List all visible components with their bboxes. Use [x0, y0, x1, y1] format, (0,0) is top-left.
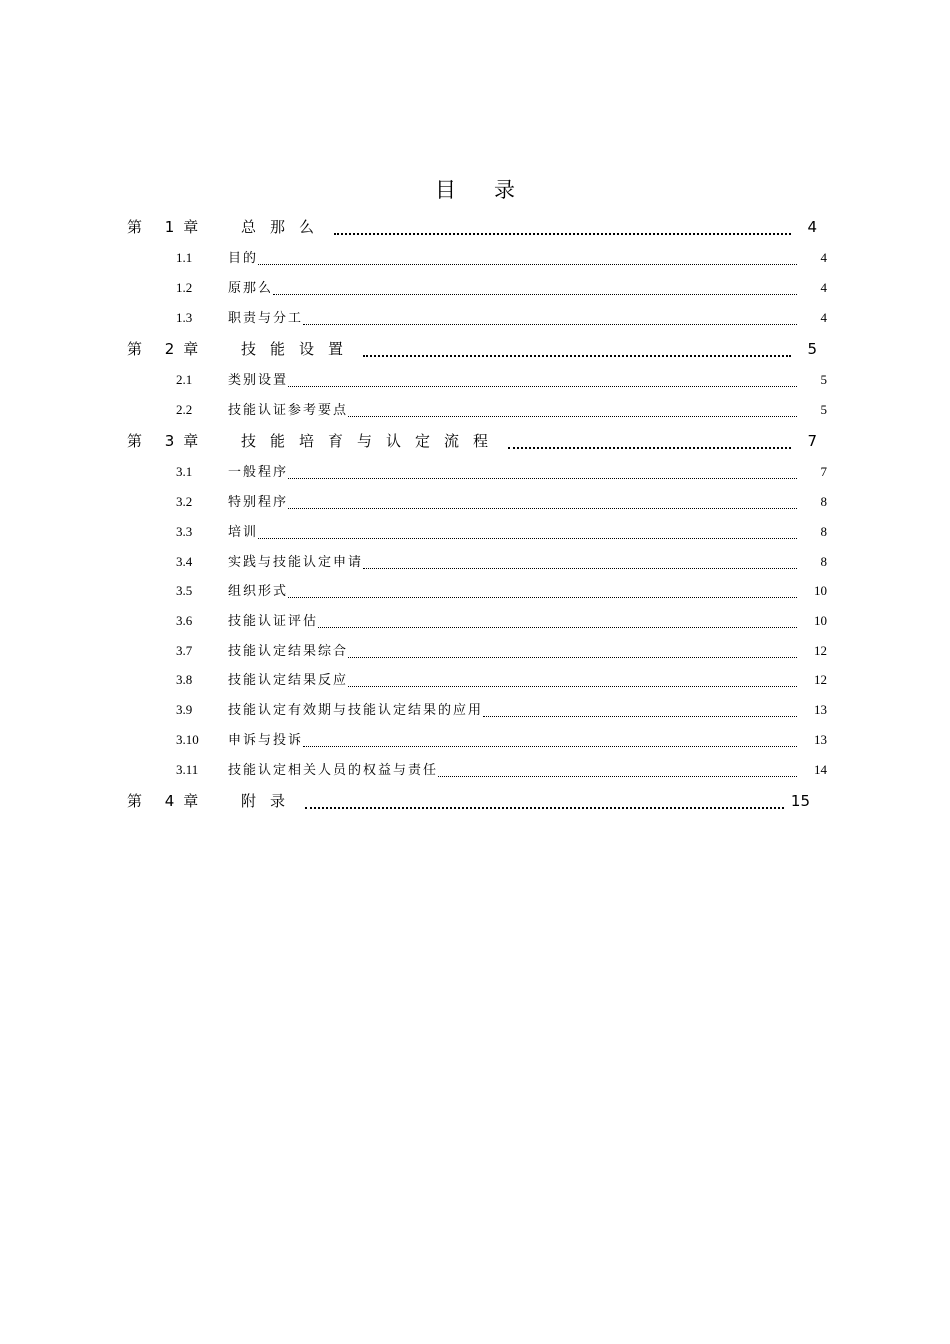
entry-title: 技能认定结果反应 — [228, 673, 349, 688]
toc-section-entry[interactable] — [176, 521, 827, 541]
page-number: 13 — [814, 732, 827, 747]
toc-section-entry[interactable] — [176, 729, 827, 749]
toc-chapter-entry[interactable] — [127, 338, 817, 360]
entry-title: 职责与分工 — [228, 311, 304, 326]
toc-section-entry[interactable] — [176, 277, 827, 297]
section-number: 3.3 — [176, 524, 193, 539]
section-number: 3.8 — [176, 672, 193, 687]
entry-title: 技能培育与认定流程 — [241, 432, 503, 450]
toc-chapter-entry[interactable] — [127, 430, 817, 452]
dot-leader — [348, 647, 797, 658]
dot-leader — [348, 406, 797, 417]
section-number: 2.1 — [176, 372, 193, 387]
toc-section-entry[interactable] — [176, 491, 827, 511]
page-number: 4 — [820, 310, 827, 325]
dot-leader — [303, 314, 797, 325]
page-number: 12 — [814, 643, 827, 658]
page-number: 10 — [814, 613, 827, 628]
dot-leader — [303, 736, 797, 747]
entry-title: 一般程序 — [228, 465, 289, 480]
page-number: 10 — [814, 583, 827, 598]
page-number: 4 — [820, 250, 827, 265]
dot-leader — [363, 558, 797, 569]
entry-title: 类别设置 — [228, 373, 289, 388]
dot-leader — [318, 617, 797, 628]
page-number: 15 — [790, 792, 810, 810]
chapter-number: 第 1章 — [127, 218, 208, 236]
toc-chapter-entry[interactable] — [127, 790, 810, 812]
entry-title: 技能认定结果综合 — [228, 644, 349, 659]
section-number: 3.11 — [176, 762, 199, 777]
entry-title: 目的 — [228, 251, 259, 266]
toc-section-entry[interactable] — [176, 369, 827, 389]
entry-title: 技能认定相关人员的权益与责任 — [228, 763, 439, 778]
page-number: 5 — [820, 402, 827, 417]
toc-section-entry[interactable] — [176, 580, 827, 600]
toc-section-entry[interactable] — [176, 461, 827, 481]
section-number: 1.2 — [176, 280, 193, 295]
toc-section-entry[interactable] — [176, 551, 827, 571]
toc-title: 目录 — [435, 178, 553, 202]
toc-section-entry[interactable] — [176, 610, 827, 630]
section-number: 3.5 — [176, 583, 193, 598]
entry-title: 特别程序 — [228, 495, 289, 510]
section-number: 3.4 — [176, 554, 193, 569]
entry-title: 技能认定有效期与技能认定结果的应用 — [228, 703, 484, 718]
page-number: 12 — [814, 672, 827, 687]
toc-chapter-entry[interactable] — [127, 216, 817, 238]
page-number: 4 — [820, 280, 827, 295]
entry-title: 总那么 — [241, 218, 329, 236]
dot-leader — [258, 254, 797, 265]
section-number: 2.2 — [176, 402, 193, 417]
toc-section-entry[interactable] — [176, 307, 827, 327]
page-number: 8 — [820, 524, 827, 539]
section-number: 3.9 — [176, 702, 193, 717]
toc-section-entry[interactable] — [176, 669, 827, 689]
entry-title: 技能认证参考要点 — [228, 403, 349, 418]
toc-section-entry[interactable] — [176, 640, 827, 660]
dot-leader — [258, 528, 797, 539]
chapter-number: 第 3章 — [127, 432, 208, 450]
toc-section-entry[interactable] — [176, 399, 827, 419]
toc-section-entry[interactable] — [176, 759, 827, 779]
dot-leader — [348, 676, 797, 687]
section-number: 3.10 — [176, 732, 199, 747]
dot-leader — [508, 437, 791, 449]
section-number: 3.2 — [176, 494, 193, 509]
section-number: 3.1 — [176, 464, 193, 479]
toc-section-entry[interactable] — [176, 247, 827, 267]
entry-title: 实践与技能认定申请 — [228, 555, 364, 570]
section-number: 3.7 — [176, 643, 193, 658]
dot-leader — [334, 223, 791, 235]
chapter-number: 第 2章 — [127, 340, 208, 358]
section-number: 1.1 — [176, 250, 193, 265]
dot-leader — [273, 284, 797, 295]
page-number: 8 — [820, 494, 827, 509]
page-number: 13 — [814, 702, 827, 717]
dot-leader — [288, 498, 797, 509]
dot-leader — [483, 706, 797, 717]
section-number: 3.6 — [176, 613, 193, 628]
page-number: 7 — [820, 464, 827, 479]
dot-leader — [288, 587, 797, 598]
page-number: 8 — [820, 554, 827, 569]
dot-leader — [438, 766, 797, 777]
entry-title: 技能设置 — [241, 340, 358, 358]
page-number: 5 — [820, 372, 827, 387]
entry-title: 附录 — [241, 792, 300, 810]
entry-title: 技能认证评估 — [228, 614, 319, 629]
toc-section-entry[interactable] — [176, 699, 827, 719]
page-number: 5 — [807, 340, 817, 358]
entry-title: 培训 — [228, 525, 259, 540]
page-number: 7 — [807, 432, 817, 450]
dot-leader — [288, 468, 797, 479]
dot-leader — [305, 797, 784, 809]
entry-title: 组织形式 — [228, 584, 289, 599]
dot-leader — [363, 345, 791, 357]
entry-title: 原那么 — [228, 281, 274, 296]
dot-leader — [288, 376, 797, 387]
page-number: 4 — [807, 218, 817, 236]
section-number: 1.3 — [176, 310, 193, 325]
page-number: 14 — [814, 762, 827, 777]
chapter-number: 第 4章 — [127, 792, 208, 810]
entry-title: 申诉与投诉 — [228, 733, 304, 748]
